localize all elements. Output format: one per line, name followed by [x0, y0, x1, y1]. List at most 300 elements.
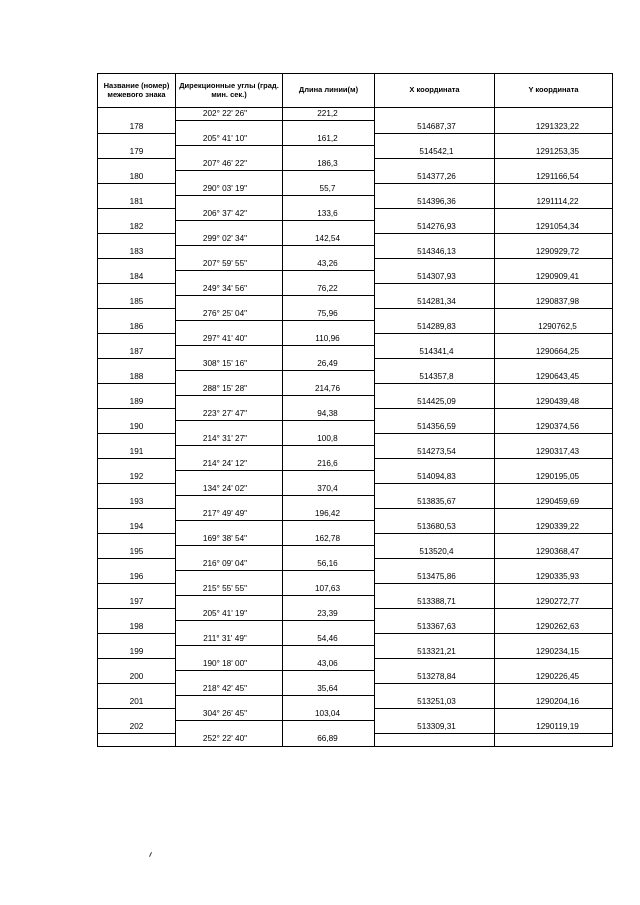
y-coordinate-cell: 1290204,16: [495, 696, 613, 709]
segment-x-cell: [375, 508, 495, 521]
point-length-cell: [283, 596, 375, 609]
segment-name-cell: [98, 508, 176, 521]
segment-x-cell: [375, 408, 495, 421]
y-coordinate-cell: 1290339,22: [495, 521, 613, 534]
y-coordinate-cell: 1290234,15: [495, 646, 613, 659]
segment-y-cell: [495, 458, 613, 471]
line-length-cell: 56,16: [283, 558, 375, 571]
y-coordinate-cell: 1290119,19: [495, 721, 613, 734]
point-angle-cell: [176, 396, 283, 409]
point-name-cell: 188: [98, 371, 176, 384]
point-length-cell: [283, 471, 375, 484]
stray-pen-mark: [149, 852, 152, 857]
segment-name-cell: [98, 458, 176, 471]
point-name-cell: 192: [98, 471, 176, 484]
point-name-cell: 183: [98, 246, 176, 259]
point-name-cell: 187: [98, 346, 176, 359]
segment-name-cell: [98, 358, 176, 371]
segment-y-cell: [495, 683, 613, 696]
x-coordinate-cell: 514377,26: [375, 171, 495, 184]
y-coordinate-cell: 1290317,43: [495, 446, 613, 459]
point-name-cell: 201: [98, 696, 176, 709]
point-name-cell: 180: [98, 171, 176, 184]
segment-row: [98, 158, 613, 171]
header-direction-angle: Дирекционные углы (град. мин. сек.): [176, 74, 283, 108]
segment-y-cell: [495, 733, 613, 746]
point-angle-cell: [176, 171, 283, 184]
segment-row: [98, 683, 613, 696]
point-angle-cell: [176, 371, 283, 384]
point-angle-cell: [176, 721, 283, 734]
direction-angle-cell: 217° 49' 49": [176, 508, 283, 521]
x-coordinate-cell: 514341,4: [375, 346, 495, 359]
direction-angle-cell: 205° 41' 19": [176, 608, 283, 621]
segment-x-cell: [375, 708, 495, 721]
x-coordinate-cell: 514307,93: [375, 271, 495, 284]
segment-y-cell: [495, 558, 613, 571]
segment-y-cell: [495, 533, 613, 546]
point-row: [98, 121, 613, 134]
segment-row: [98, 108, 613, 121]
x-coordinate-cell: 513309,31: [375, 721, 495, 734]
x-coordinate-cell: 513475,86: [375, 571, 495, 584]
segment-row: [98, 558, 613, 571]
line-length-cell: 196,42: [283, 508, 375, 521]
line-length-cell: 162,78: [283, 533, 375, 546]
segment-y-cell: [495, 408, 613, 421]
line-length-cell: 370,4: [283, 483, 375, 496]
point-row: [98, 621, 613, 634]
point-angle-cell: [176, 546, 283, 559]
segment-row: [98, 383, 613, 396]
y-coordinate-cell: 1290909,41: [495, 271, 613, 284]
line-length-cell: 133,6: [283, 208, 375, 221]
segment-y-cell: [495, 208, 613, 221]
point-row: [98, 246, 613, 259]
segment-y-cell: [495, 508, 613, 521]
x-coordinate-cell: 514357,8: [375, 371, 495, 384]
point-angle-cell: [176, 146, 283, 159]
segment-row: [98, 183, 613, 196]
segment-name-cell: [98, 258, 176, 271]
x-coordinate-cell: 513367,63: [375, 621, 495, 634]
point-name-cell: 199: [98, 646, 176, 659]
point-length-cell: [283, 646, 375, 659]
y-coordinate-cell: 1290335,93: [495, 571, 613, 584]
segment-name-cell: [98, 558, 176, 571]
line-length-cell: 66,89: [283, 733, 375, 746]
y-coordinate-cell: 1290262,63: [495, 621, 613, 634]
point-name-cell: 196: [98, 571, 176, 584]
line-length-cell: 26,49: [283, 358, 375, 371]
segment-row: [98, 358, 613, 371]
y-coordinate-cell: 1290272,77: [495, 596, 613, 609]
segment-x-cell: [375, 583, 495, 596]
direction-angle-cell: 223° 27' 47": [176, 408, 283, 421]
line-length-cell: 76,22: [283, 283, 375, 296]
line-length-cell: 216,6: [283, 458, 375, 471]
point-row: [98, 546, 613, 559]
segment-row: [98, 133, 613, 146]
point-row: [98, 446, 613, 459]
segment-x-cell: [375, 383, 495, 396]
segment-row: [98, 633, 613, 646]
segment-x-cell: [375, 208, 495, 221]
direction-angle-cell: 218° 42' 45": [176, 683, 283, 696]
point-angle-cell: [176, 521, 283, 534]
point-length-cell: [283, 546, 375, 559]
point-angle-cell: [176, 296, 283, 309]
segment-y-cell: [495, 258, 613, 271]
segment-name-cell: [98, 133, 176, 146]
point-row: [98, 571, 613, 584]
line-length-cell: 100,8: [283, 433, 375, 446]
direction-angle-cell: 205° 41' 10": [176, 133, 283, 146]
point-length-cell: [283, 446, 375, 459]
segment-x-cell: [375, 358, 495, 371]
line-length-cell: 142,54: [283, 233, 375, 246]
line-length-cell: 43,06: [283, 658, 375, 671]
segment-y-cell: [495, 608, 613, 621]
point-name-cell: 194: [98, 521, 176, 534]
point-row: [98, 696, 613, 709]
line-length-cell: 103,04: [283, 708, 375, 721]
y-coordinate-cell: 1290643,45: [495, 371, 613, 384]
x-coordinate-cell: 513835,67: [375, 496, 495, 509]
segment-name-cell: [98, 208, 176, 221]
segment-y-cell: [495, 283, 613, 296]
line-length-cell: 23,39: [283, 608, 375, 621]
segment-y-cell: [495, 483, 613, 496]
segment-x-cell: [375, 233, 495, 246]
segment-name-cell: [98, 333, 176, 346]
line-length-cell: 107,63: [283, 583, 375, 596]
boundary-coordinates-table: [97, 73, 613, 747]
segment-x-cell: [375, 458, 495, 471]
segment-row: [98, 483, 613, 496]
point-name-cell: 189: [98, 396, 176, 409]
direction-angle-cell: 216° 09' 04": [176, 558, 283, 571]
point-name-cell: 202: [98, 721, 176, 734]
point-angle-cell: [176, 246, 283, 259]
segment-row: [98, 408, 613, 421]
y-coordinate-cell: 1290837,98: [495, 296, 613, 309]
segment-row: [98, 233, 613, 246]
point-angle-cell: [176, 221, 283, 234]
point-name-cell: 193: [98, 496, 176, 509]
table-body: [98, 108, 613, 747]
point-angle-cell: [176, 346, 283, 359]
point-angle-cell: [176, 621, 283, 634]
segment-y-cell: [495, 708, 613, 721]
x-coordinate-cell: 514687,37: [375, 121, 495, 134]
point-length-cell: [283, 421, 375, 434]
x-coordinate-cell: 514346,13: [375, 246, 495, 259]
point-length-cell: [283, 696, 375, 709]
point-name-cell: 191: [98, 446, 176, 459]
point-row: [98, 596, 613, 609]
point-name-cell: 181: [98, 196, 176, 209]
line-length-cell: 35,64: [283, 683, 375, 696]
segment-row: [98, 308, 613, 321]
segment-x-cell: [375, 658, 495, 671]
segment-row: [98, 458, 613, 471]
y-coordinate-cell: 1291114,22: [495, 196, 613, 209]
direction-angle-cell: 169° 38' 54": [176, 533, 283, 546]
y-coordinate-cell: 1290439,48: [495, 396, 613, 409]
segment-x-cell: [375, 533, 495, 546]
segment-name-cell: [98, 533, 176, 546]
direction-angle-cell: 308° 15' 16": [176, 358, 283, 371]
y-coordinate-cell: 1290195,05: [495, 471, 613, 484]
line-length-cell: 94,38: [283, 408, 375, 421]
segment-x-cell: [375, 333, 495, 346]
point-row: [98, 471, 613, 484]
segment-x-cell: [375, 308, 495, 321]
direction-angle-cell: 211° 31' 49": [176, 633, 283, 646]
x-coordinate-cell: 514281,34: [375, 296, 495, 309]
y-coordinate-cell: 1290374,56: [495, 421, 613, 434]
line-length-cell: 75,96: [283, 308, 375, 321]
segment-name-cell: [98, 708, 176, 721]
x-coordinate-cell: 514396,36: [375, 196, 495, 209]
segment-x-cell: [375, 133, 495, 146]
segment-name-cell: [98, 683, 176, 696]
point-row: [98, 146, 613, 159]
line-length-cell: 161,2: [283, 133, 375, 146]
point-length-cell: [283, 246, 375, 259]
point-row: [98, 521, 613, 534]
point-length-cell: [283, 621, 375, 634]
point-length-cell: [283, 671, 375, 684]
point-row: [98, 271, 613, 284]
x-coordinate-cell: 513520,4: [375, 546, 495, 559]
line-length-cell: 214,76: [283, 383, 375, 396]
point-name-cell: 197: [98, 596, 176, 609]
segment-name-cell: [98, 108, 176, 121]
point-length-cell: [283, 571, 375, 584]
y-coordinate-cell: 1290762,5: [495, 321, 613, 334]
segment-y-cell: [495, 133, 613, 146]
y-coordinate-cell: 1291253,35: [495, 146, 613, 159]
point-row: [98, 396, 613, 409]
segment-row: [98, 508, 613, 521]
point-length-cell: [283, 171, 375, 184]
point-length-cell: [283, 296, 375, 309]
point-angle-cell: [176, 496, 283, 509]
segment-y-cell: [495, 308, 613, 321]
point-length-cell: [283, 396, 375, 409]
point-length-cell: [283, 521, 375, 534]
direction-angle-cell: 214° 31' 27": [176, 433, 283, 446]
segment-row: [98, 733, 613, 746]
direction-angle-cell: 190° 18' 00": [176, 658, 283, 671]
line-length-cell: 221,2: [283, 108, 375, 121]
line-length-cell: 54,46: [283, 633, 375, 646]
direction-angle-cell: 290° 03' 19": [176, 183, 283, 196]
point-name-cell: 178: [98, 121, 176, 134]
point-name-cell: 179: [98, 146, 176, 159]
point-length-cell: [283, 221, 375, 234]
segment-x-cell: [375, 258, 495, 271]
point-row: [98, 321, 613, 334]
direction-angle-cell: 215° 55' 55": [176, 583, 283, 596]
point-angle-cell: [176, 271, 283, 284]
line-length-cell: 55,7: [283, 183, 375, 196]
point-length-cell: [283, 121, 375, 134]
direction-angle-cell: 299° 02' 34": [176, 233, 283, 246]
direction-angle-cell: 134° 24' 02": [176, 483, 283, 496]
direction-angle-cell: 304° 26' 45": [176, 708, 283, 721]
point-name-cell: 185: [98, 296, 176, 309]
direction-angle-cell: 297° 41' 40": [176, 333, 283, 346]
point-length-cell: [283, 346, 375, 359]
y-coordinate-cell: 1291323,22: [495, 121, 613, 134]
segment-x-cell: [375, 558, 495, 571]
segment-x-cell: [375, 433, 495, 446]
segment-name-cell: [98, 308, 176, 321]
direction-angle-cell: 288° 15' 28": [176, 383, 283, 396]
segment-name-cell: [98, 158, 176, 171]
line-length-cell: 110,96: [283, 333, 375, 346]
x-coordinate-cell: 514094,83: [375, 471, 495, 484]
x-coordinate-cell: 513321,21: [375, 646, 495, 659]
point-angle-cell: [176, 696, 283, 709]
point-length-cell: [283, 371, 375, 384]
segment-y-cell: [495, 183, 613, 196]
x-coordinate-cell: 514542,1: [375, 146, 495, 159]
y-coordinate-cell: 1290929,72: [495, 246, 613, 259]
point-row: [98, 646, 613, 659]
segment-x-cell: [375, 633, 495, 646]
y-coordinate-cell: 1290459,69: [495, 496, 613, 509]
point-name-cell: 198: [98, 621, 176, 634]
segment-row: [98, 708, 613, 721]
segment-row: [98, 333, 613, 346]
segment-y-cell: [495, 433, 613, 446]
segment-y-cell: [495, 333, 613, 346]
segment-x-cell: [375, 283, 495, 296]
segment-row: [98, 433, 613, 446]
point-row: [98, 196, 613, 209]
segment-row: [98, 658, 613, 671]
point-angle-cell: [176, 446, 283, 459]
point-row: [98, 496, 613, 509]
point-row: [98, 171, 613, 184]
segment-y-cell: [495, 658, 613, 671]
point-row: [98, 371, 613, 384]
x-coordinate-cell: 513278,84: [375, 671, 495, 684]
x-coordinate-cell: 514273,54: [375, 446, 495, 459]
point-length-cell: [283, 271, 375, 284]
segment-x-cell: [375, 183, 495, 196]
segment-name-cell: [98, 483, 176, 496]
segment-name-cell: [98, 433, 176, 446]
direction-angle-cell: 252° 22' 40": [176, 733, 283, 746]
segment-x-cell: [375, 733, 495, 746]
y-coordinate-cell: 1290664,25: [495, 346, 613, 359]
x-coordinate-cell: 513251,03: [375, 696, 495, 709]
segment-y-cell: [495, 108, 613, 121]
segment-x-cell: [375, 158, 495, 171]
header-x-coordinate: X координата: [375, 74, 495, 108]
point-angle-cell: [176, 196, 283, 209]
header-point-name: Название (номер) межевого знака: [98, 74, 176, 108]
point-name-cell: 182: [98, 221, 176, 234]
table-header-row: [98, 74, 613, 108]
point-angle-cell: [176, 321, 283, 334]
point-row: [98, 346, 613, 359]
segment-name-cell: [98, 283, 176, 296]
x-coordinate-cell: 514276,93: [375, 221, 495, 234]
segment-name-cell: [98, 658, 176, 671]
point-length-cell: [283, 196, 375, 209]
segment-name-cell: [98, 233, 176, 246]
segment-y-cell: [495, 158, 613, 171]
direction-angle-cell: 249° 34' 56": [176, 283, 283, 296]
direction-angle-cell: 207° 46' 22": [176, 158, 283, 171]
segment-name-cell: [98, 608, 176, 621]
segment-name-cell: [98, 408, 176, 421]
segment-x-cell: [375, 683, 495, 696]
segment-y-cell: [495, 633, 613, 646]
line-length-cell: 186,3: [283, 158, 375, 171]
segment-name-cell: [98, 633, 176, 646]
y-coordinate-cell: 1290226,45: [495, 671, 613, 684]
point-angle-cell: [176, 471, 283, 484]
point-name-cell: 190: [98, 421, 176, 434]
x-coordinate-cell: 514425,09: [375, 396, 495, 409]
point-name-cell: 195: [98, 546, 176, 559]
segment-row: [98, 583, 613, 596]
segment-name-cell: [98, 383, 176, 396]
direction-angle-cell: 207° 59' 55": [176, 258, 283, 271]
segment-y-cell: [495, 358, 613, 371]
point-name-cell: 200: [98, 671, 176, 684]
direction-angle-cell: 206° 37' 42": [176, 208, 283, 221]
segment-row: [98, 283, 613, 296]
x-coordinate-cell: 514289,83: [375, 321, 495, 334]
x-coordinate-cell: 513388,71: [375, 596, 495, 609]
point-row: [98, 221, 613, 234]
point-length-cell: [283, 496, 375, 509]
header-line-length: Длина линии(м): [283, 74, 375, 108]
segment-name-cell: [98, 583, 176, 596]
point-angle-cell: [176, 671, 283, 684]
segment-x-cell: [375, 483, 495, 496]
point-row: [98, 721, 613, 734]
segment-x-cell: [375, 608, 495, 621]
segment-row: [98, 208, 613, 221]
point-angle-cell: [176, 571, 283, 584]
point-row: [98, 671, 613, 684]
direction-angle-cell: 214° 24' 12": [176, 458, 283, 471]
y-coordinate-cell: 1290368,47: [495, 546, 613, 559]
point-angle-cell: [176, 421, 283, 434]
point-angle-cell: [176, 121, 283, 134]
line-length-cell: 43,26: [283, 258, 375, 271]
y-coordinate-cell: 1291166,54: [495, 171, 613, 184]
x-coordinate-cell: 514356,59: [375, 421, 495, 434]
segment-y-cell: [495, 233, 613, 246]
y-coordinate-cell: 1291054,34: [495, 221, 613, 234]
segment-row: [98, 533, 613, 546]
segment-row: [98, 608, 613, 621]
point-length-cell: [283, 721, 375, 734]
point-length-cell: [283, 146, 375, 159]
segment-name-cell: [98, 733, 176, 746]
direction-angle-cell: 202° 22' 26": [176, 108, 283, 121]
